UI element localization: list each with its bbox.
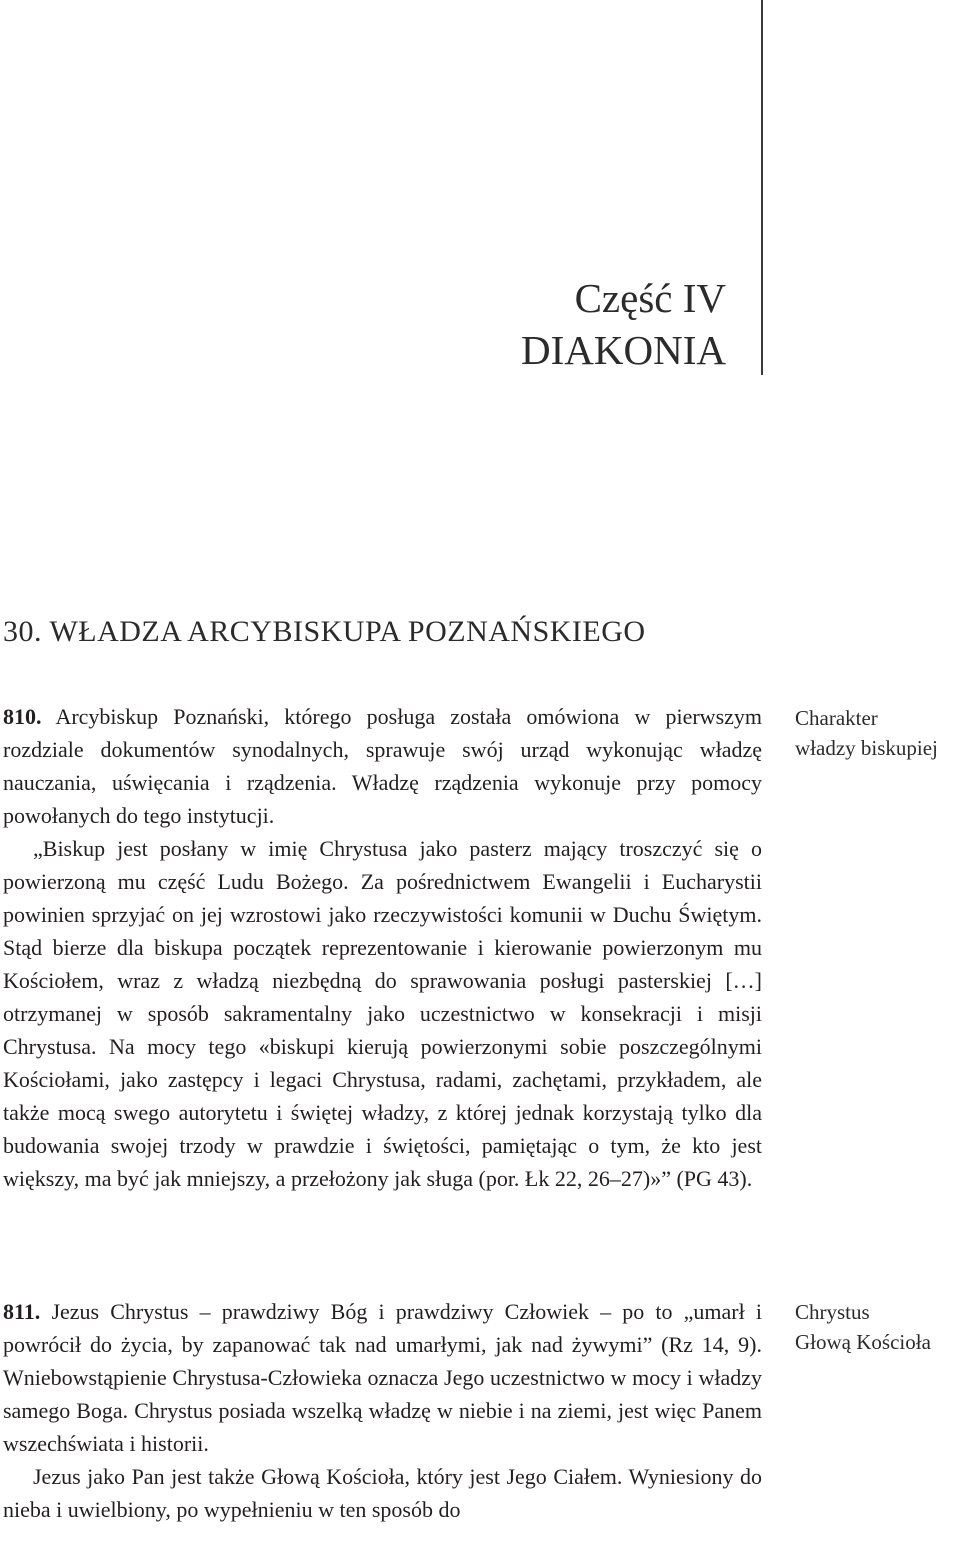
section-810-paragraph-1 — [3, 700, 762, 832]
margin-note-line: władzy biskupiej — [795, 736, 938, 760]
paragraph-text: Jezus Chrystus – prawdziwy Bóg i prawdziwy Człowiek – po to „umarł i powrócił do życia, by zapanować tak nad umarłymi, jak nad żywymi” (Rz 14, 9). Wniebowstąpienie Chrystusa-Człowieka oznacza Jego uczestnictwo w mocy i władzy samego Boga. Chrystus posiada wszelką władzę w niebie i na ziemi, jest więc Panem wszechświata i historii. — [3, 1299, 763, 1456]
section-811 — [3, 1295, 762, 1526]
section-811-paragraph-2: Jezus jako Pan jest także Głową Kościoła, który jest Jego Ciałem. Wyniesiony do nieba i uwielbiony, po wypełnieniu w ten sposób do — [3, 1464, 762, 1522]
part-divider-rule — [761, 0, 763, 375]
chapter-title: 30. WŁADZA ARCYBISKUPA POZNAŃSKIEGO — [3, 615, 646, 648]
section-810 — [3, 700, 762, 1195]
part-number: Część IV — [574, 275, 726, 321]
section-810-paragraph-2: „Biskup jest posłany w imię Chrystusa jako pasterz mający troszczyć się o powierzoną mu część Ludu Bożego. Za pośrednictwem Ewangelii i Eucharystii powinien sprzyjać on jej wzrostowi jako rzeczywistości komunii w Duchu Świętym. Stąd bierze dla biskupa początek reprezentowanie i kierowanie powierzonym mu Kościołem, wraz z władzą niezbędną do sprawowania posługi pasterskiej […] otrzymanej w sposób sakramentalny jako uczestnictwo w konsekracji i misji Chrystusa. Na mocy tego «biskupi kierują powierzonymi sobie poszczególnymi Kościołami, jako zastępcy i legaci Chrystusa, radami, zachętami, przykładem, ale także mocą swego autorytetu i świętej władzy, z której jednak korzystają tylko dla budowania swojej trzody w prawdzie i świętości, pamiętając o tym, że kto jest większy, ma być jak mniejszy, a przełożony jak sługa (por. Łk 22, 26–27)»” (PG 43). — [3, 836, 762, 1191]
section-number: 811. — [3, 1299, 41, 1324]
part-heading — [521, 272, 726, 376]
section-number: 810. — [3, 704, 42, 729]
margin-note-line: Charakter — [795, 706, 878, 730]
paragraph-text: Arcybiskup Poznański, którego posługa została omówiona w pierwszym rozdziale dokumentów synodalnych, sprawuje swój urząd wykonując władzę nauczania, uświęcania i rządzenia. Władzę rządzenia wykonuje przy pomocy powołanych do tego instytucji. — [3, 704, 763, 828]
part-title: DIAKONIA — [521, 327, 726, 373]
margin-note-810 — [795, 703, 960, 763]
margin-note-line: Chrystus — [795, 1300, 870, 1324]
section-811-paragraph-1 — [3, 1295, 762, 1460]
margin-note-811 — [795, 1297, 960, 1357]
margin-note-line: Głową Kościoła — [795, 1330, 931, 1354]
